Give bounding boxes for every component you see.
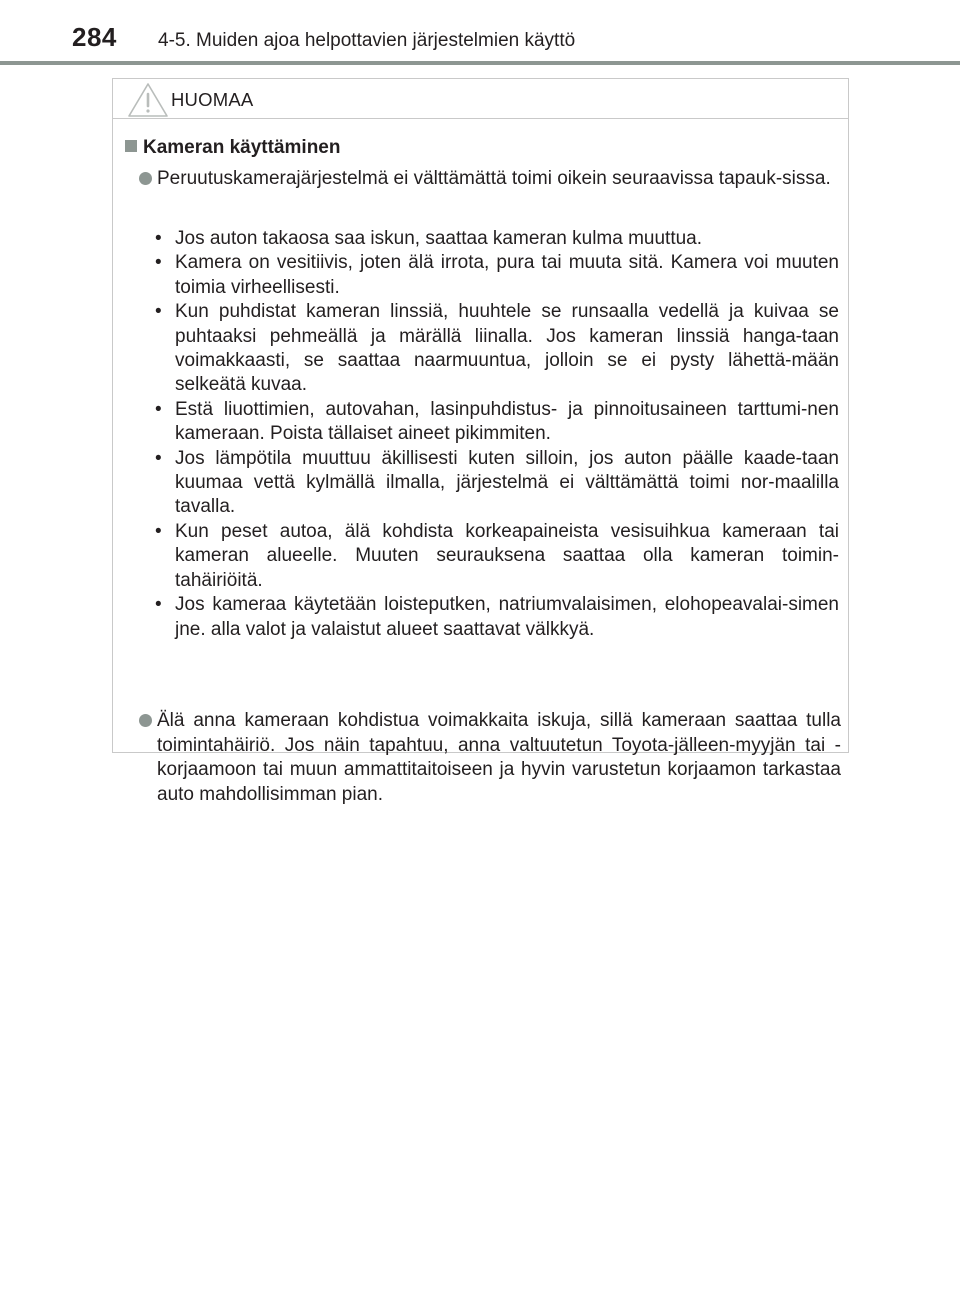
round-bullet-icon bbox=[139, 714, 152, 727]
bullet-dot-icon: • bbox=[155, 252, 162, 274]
list-item bbox=[153, 300, 839, 398]
list-item-text: Jos auton takaosa saa iskun, saattaa kameran kulma muuttua. bbox=[175, 228, 703, 249]
square-bullet-icon bbox=[125, 140, 137, 152]
list-item bbox=[153, 227, 839, 251]
bullet-dot-icon: • bbox=[155, 520, 162, 542]
notice-header bbox=[113, 79, 848, 119]
paragraph-warning-text: Älä anna kameraan kohdistua voimakkaita iskuja, sillä kameraan saattaa tulla toimintahäiriö. Jos näin tapahtuu, anna valtuutetun Toyota-jälleen-myyjän tai -korjaamoon tai muun ammattitaitoiseen ja hyvin varustetun korjaamon tarkastaa auto mahdollisimman pian. bbox=[157, 710, 841, 805]
list-item bbox=[153, 593, 839, 642]
notice-title: HUOMAA bbox=[171, 89, 254, 110]
bullet-dot-icon: • bbox=[155, 594, 162, 616]
notice-box bbox=[112, 78, 849, 805]
page-number: 284 bbox=[72, 22, 117, 52]
list-item bbox=[153, 251, 839, 300]
bullet-dot-icon: • bbox=[155, 228, 162, 249]
bullet-dot-icon: • bbox=[155, 301, 162, 323]
bullet-dot-icon: • bbox=[155, 398, 162, 420]
paragraph-intro bbox=[139, 167, 841, 192]
list-item-text: Estä liuottimien, autovahan, lasinpuhdistus- ja pinnoitusaineen tarttumi-nen kameraan. Poista tällaiset aineet pikimmiten. bbox=[175, 398, 839, 445]
paragraph-intro-text: Peruutuskamerajärjestelmä ei välttämättä toimi oikein seuraavissa tapauk-sissa. bbox=[157, 168, 831, 189]
round-bullet-icon bbox=[139, 172, 152, 185]
list-item-text: Jos lämpötila muuttuu äkillisesti kuten silloin, jos auton päälle kaade-taan kuumaa vettä kylmällä ilmalla, järjestelmä ei välttämättä toimi nor-maalilla tavalla. bbox=[175, 447, 839, 518]
warning-triangle-icon bbox=[127, 82, 169, 118]
page-header bbox=[0, 0, 960, 66]
bullet-dot-icon: • bbox=[155, 447, 162, 469]
list-item bbox=[153, 447, 839, 520]
subheading-text: Kameran käyttäminen bbox=[143, 137, 341, 158]
list-item bbox=[153, 520, 839, 593]
list-item-text: Jos kameraa käytetään loisteputken, natriumvalaisimen, elohopeavalai-simen jne. alla valot ja valaistut alueet saattavat välkkyä. bbox=[175, 594, 839, 640]
subheading bbox=[125, 137, 340, 159]
list-item-text: Kun puhdistat kameran linssiä, huuhtele se runsaalla vedellä ja kuivaa se puhtaaksi pehmeällä ja märällä liinalla. Jos kameran linssiä hanga-taan voimakkaasti, se saattaa naarmuuntua, jolloin se ei pysty lähettä-mään selkeätä kuvaa. bbox=[175, 301, 839, 396]
list-item bbox=[153, 398, 839, 447]
bullet-list bbox=[153, 227, 839, 642]
list-item-text: Kamera on vesitiivis, joten älä irrota, pura tai muuta sitä. Kamera voi muuten toimia virheellisesti. bbox=[175, 252, 839, 298]
section-title: 4-5. Muiden ajoa helpottavien järjestelmien käyttö bbox=[158, 30, 576, 51]
list-item-text: Kun peset autoa, älä kohdista korkeapaineista vesisuihkua kameraan tai kameran alueelle. Muuten seurauksena saattaa olla kameran toimin-tahäiriöitä. bbox=[175, 520, 839, 591]
paragraph-warning bbox=[139, 709, 841, 807]
header-divider bbox=[0, 61, 960, 65]
